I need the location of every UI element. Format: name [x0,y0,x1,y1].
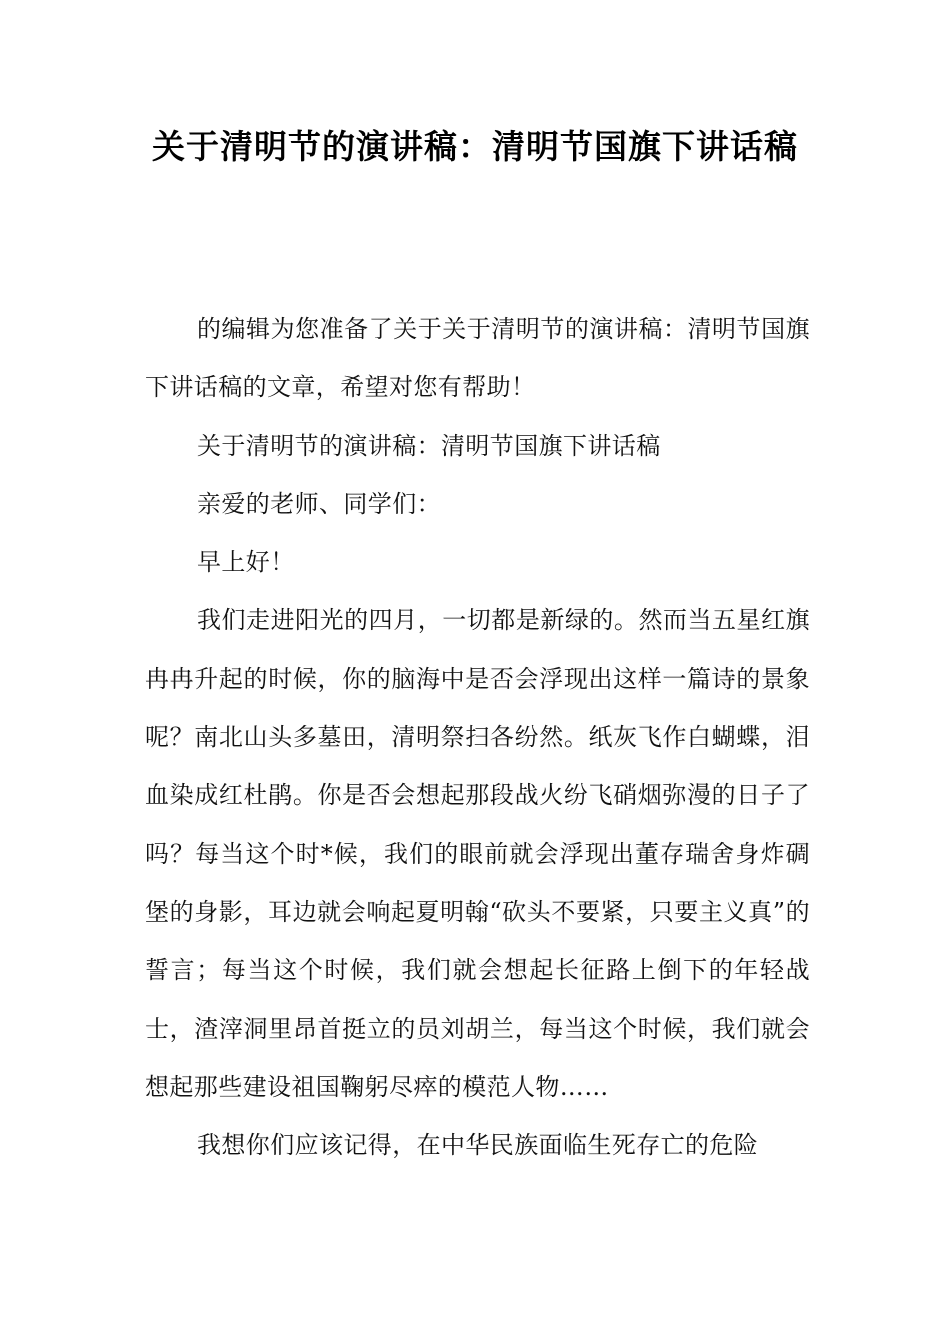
paragraph-salutation: 亲爱的老师、同学们： [197,489,441,518]
paragraph-greeting: 早上好！ [197,548,295,577]
document-title: 关于清明节的演讲稿：清明节国旗下讲话稿 [152,127,798,166]
paragraph-subtitle: 关于清明节的演讲稿：清明节国旗下讲话稿 [197,431,661,460]
paragraph-main: 我们走进阳光的四月，一切都是新绿的。然而当五星红旗冉冉升起的时候，你的脑海中是否会浮现出这样一篇诗的景象呢？南北山头多墓田，清明祭扫各纷然。纸灰飞作白蝴蝶，泪血染成红杜鹃。你是否会想起那段战火纷飞硝烟弥漫的日子了吗？每当这个时*候，我们的眼前就会浮现出董存瑞舍身炸碉堡的身影，耳边就会响起夏明翰“砍头不要紧，只要主义真”的誓言；每当这个时候，我们就会想起长征路上倒下的年轻战士，渣滓洞里昂首挺立的员刘胡兰，每当这个时候，我们就会想起那些建设祖国鞠躬尽瘁的模范人物…… [145,606,810,1101]
document-body [145,300,810,1174]
paragraph-intro: 的编辑为您准备了关于关于清明节的演讲稿：清明节国旗下讲话稿的文章，希望对您有帮助！ [145,315,810,402]
paragraph-continuation: 我想你们应该记得，在中华民族面临生死存亡的危险 [197,1131,759,1160]
